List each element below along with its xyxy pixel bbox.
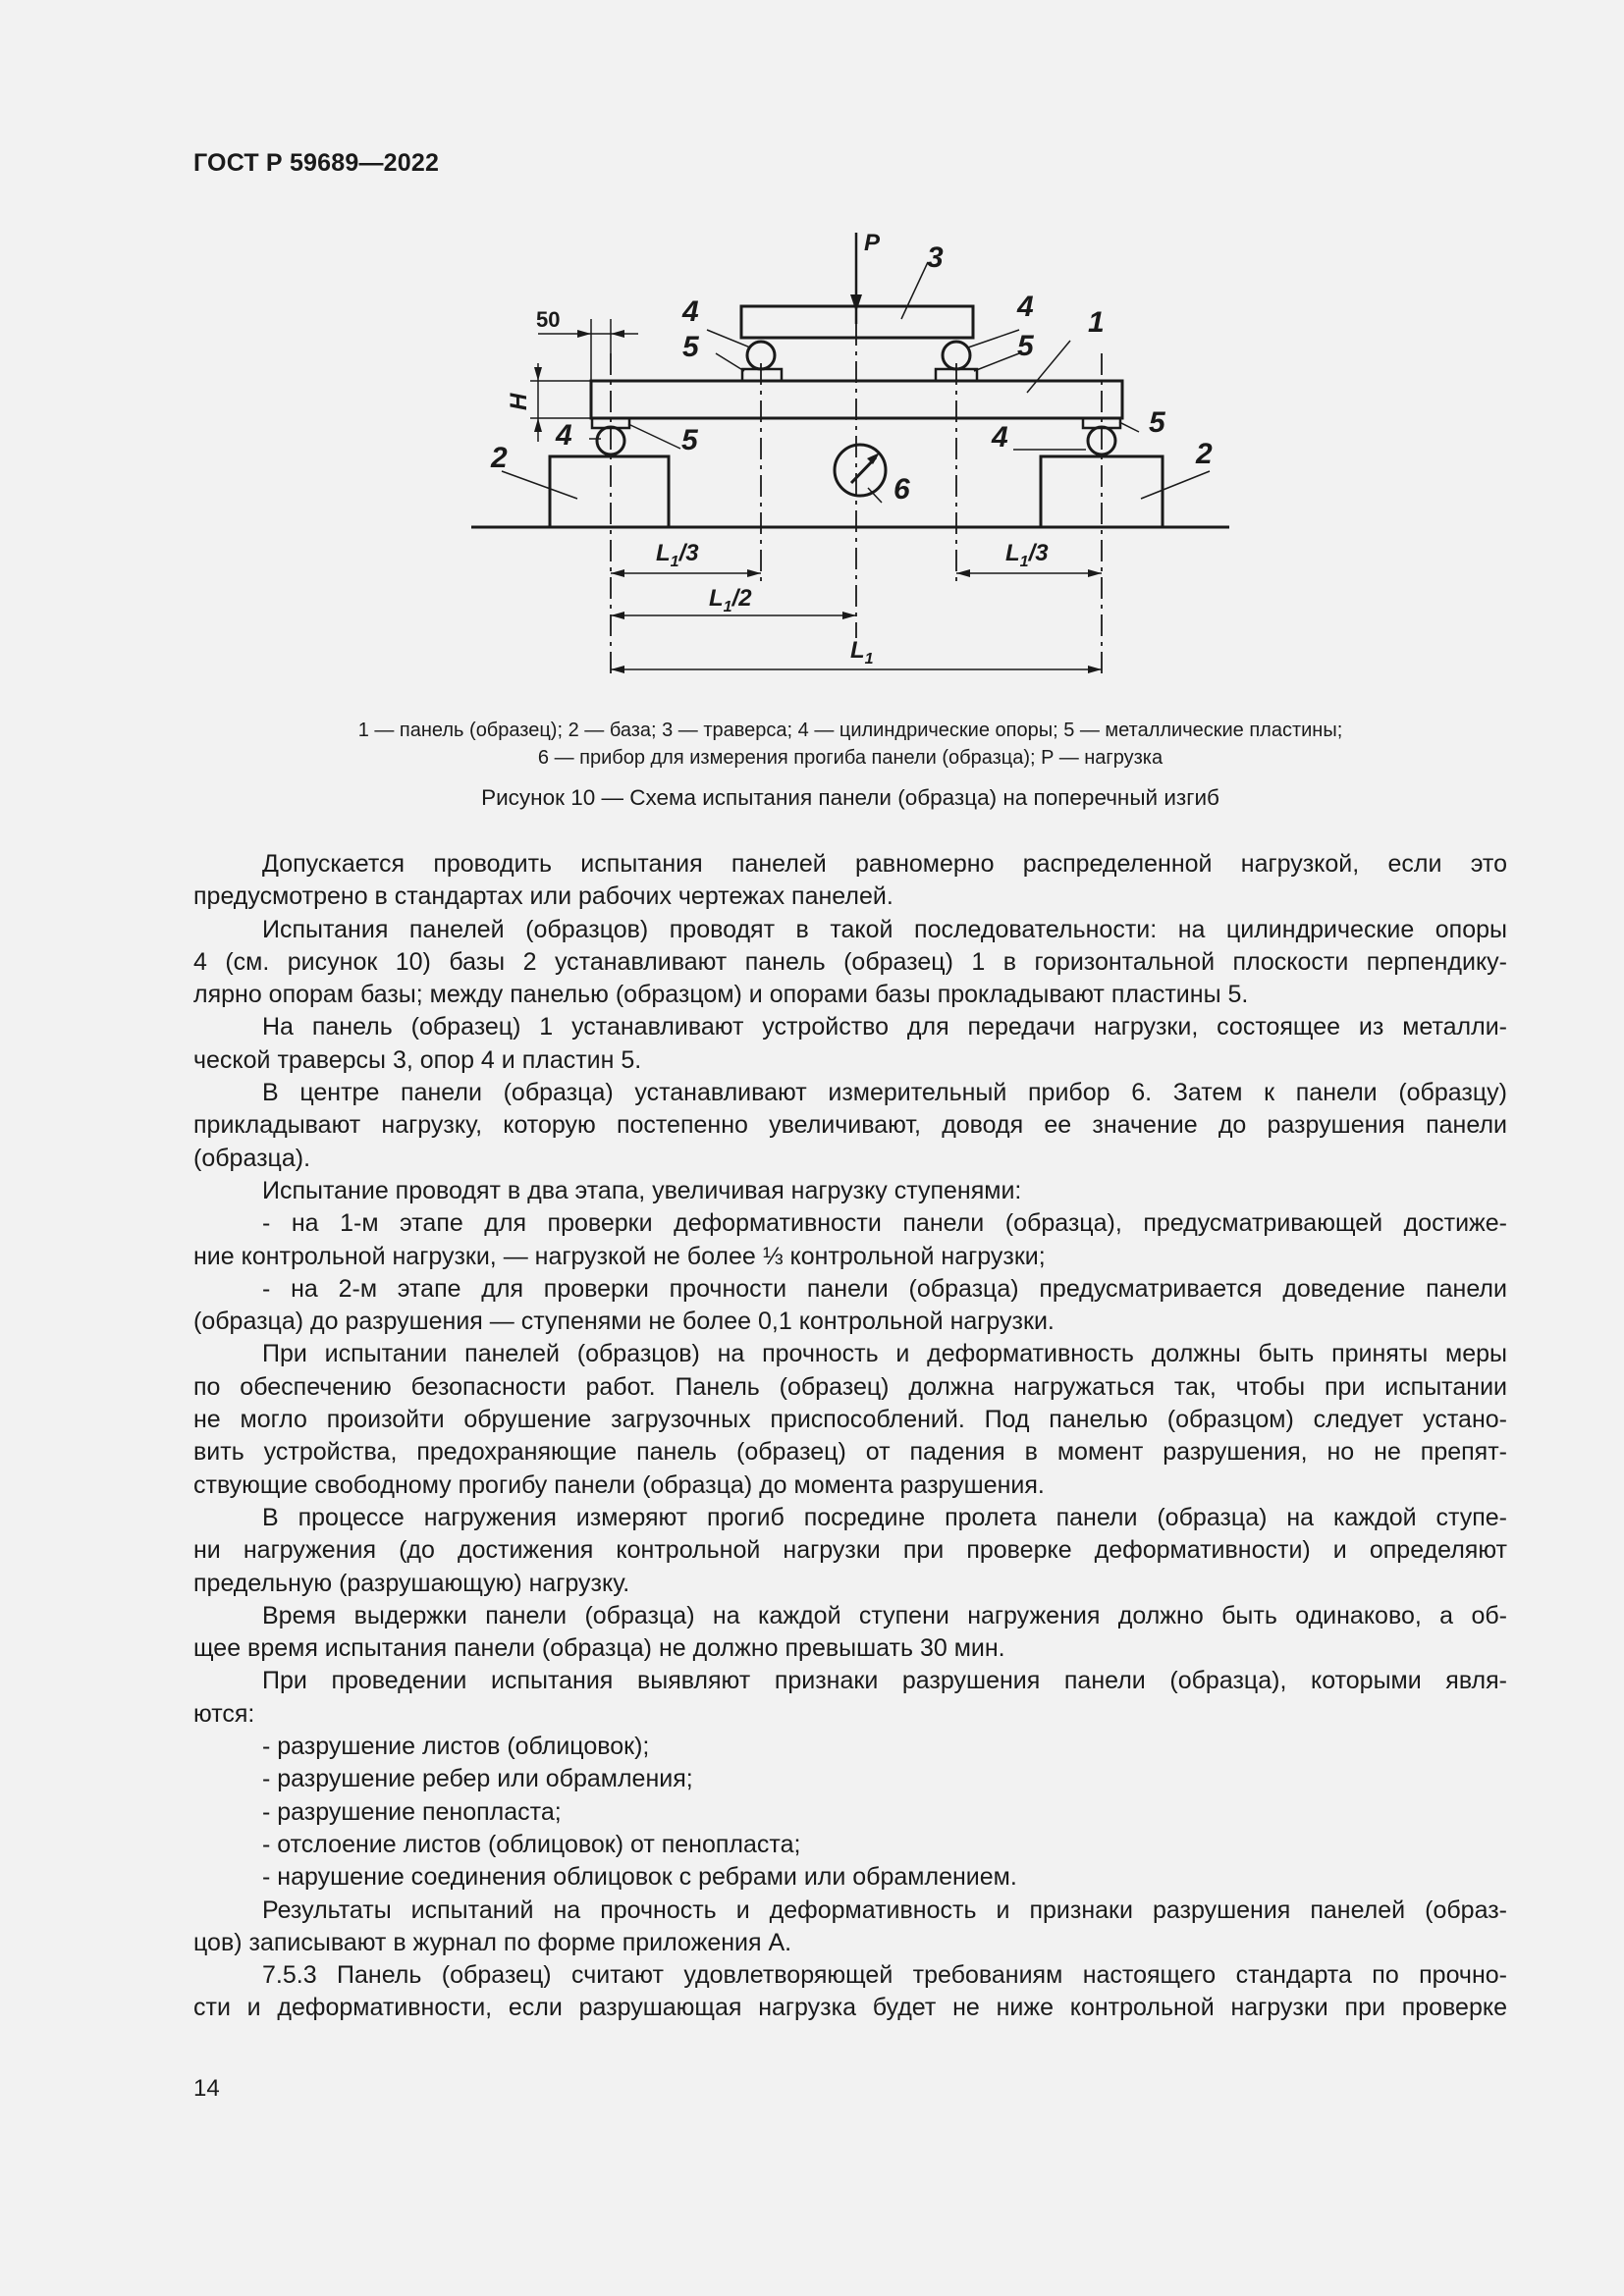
label-l1: $L_1$: [850, 637, 874, 667]
text-line: При проведении испытания выявляют признаки разрушения панели (образца), которыми явля-: [262, 1667, 1507, 1695]
label-base-left: 2: [491, 442, 508, 474]
list-item: - разрушение ребер или обрамления;: [262, 1765, 693, 1793]
list-item: - на 2-м этапе для проверки прочности панели (образца) предусматривается доведение панели: [262, 1274, 1507, 1303]
text-line: Допускается проводить испытания панелей равномерно распределенной нагрузкой, если это: [262, 850, 1507, 878]
figure-caption: Рисунок 10 — Схема испытания панели (образца) на поперечный изгиб: [481, 785, 1219, 810]
text-line: ни нагружения (до достижения контрольной нагрузки при проверке деформативности) и определяют: [193, 1536, 1507, 1565]
text-line: 7.5.3 Панель (образец) считают удовлетворяющей требованиям настоящего стандарта по прочно-: [262, 1961, 1507, 1990]
text-line: не могло произойти обрушение загрузочных приспособлений. Под панелью (образцом) следует устано-: [193, 1406, 1507, 1434]
label-support-bottom-right: 4: [992, 421, 1008, 454]
text-line: ются:: [193, 1699, 255, 1728]
label-plate-bottom-right: 5: [1149, 406, 1165, 439]
list-item: - на 1-м этапе для проверки деформативности панели (образца), предусматривающей достиже-: [262, 1209, 1507, 1238]
text-line: 4 (см. рисунок 10) базы 2 устанавливают панель (образец) 1 в горизонтальной плоскости перпендику-: [193, 947, 1507, 976]
text-line: На панель (образец) 1 устанавливают устройство для передачи нагрузки, состоящее из металли-: [262, 1013, 1507, 1041]
list-item: - нарушение соединения облицовок с ребрами или обрамлением.: [262, 1863, 1017, 1892]
label-dim-h: H: [506, 393, 532, 410]
label-load: P: [864, 230, 881, 256]
label-l1-third-right: $L_1/3$: [1005, 540, 1049, 570]
list-item: - отслоение листов (облицовок) от пенопласта;: [262, 1830, 801, 1858]
text-line: Испытание проводят в два этапа, увеличивая нагрузку ступенями:: [262, 1176, 1022, 1204]
text-line: сти и деформативности, если разрушающая нагрузка будет не ниже контрольной нагрузки при проверке: [193, 1994, 1507, 2022]
list-item: - разрушение пенопласта;: [262, 1797, 562, 1826]
text-line: При испытании панелей (образцов) на прочность и деформативность должны быть приняты меры: [262, 1340, 1507, 1368]
figure-legend: [193, 717, 1507, 772]
legend-line-1: 1 — панель (образец); 2 — база; 3 — траверса; 4 — цилиндрические опоры; 5 — металлические пластины;: [357, 720, 1343, 741]
text-line: Испытания панелей (образцов) проводят в такой последовательности: на цилиндрические опоры: [262, 915, 1507, 943]
label-support-top-right: 4: [1017, 291, 1034, 323]
base-left: [550, 456, 669, 527]
body-text: [193, 848, 1507, 2025]
label-gauge-number: 6: [893, 473, 910, 506]
label-plate-top-left: 5: [682, 331, 699, 363]
text-line: цов) записывают в журнал по форме приложения А.: [193, 1928, 792, 1956]
text-line: (образца).: [193, 1144, 311, 1172]
text-line: В процессе нагружения измеряют прогиб посредине пролета панели (образца) на каждой ступе-: [262, 1503, 1507, 1531]
text-line: лярно опорам базы; между панелью (образцом) и опорами базы прокладывают пластины 5.: [193, 981, 1249, 1009]
legend-line-2: 6 — прибор для измерения прогиба панели (образца); P — нагрузка: [537, 747, 1164, 769]
label-traverse-number: 3: [927, 241, 944, 274]
text-line: вить устройства, предохраняющие панель (образец) от падения в момент разрушения, но не препят-: [193, 1438, 1507, 1467]
text-line: по обеспечению безопасности работ. Панель (образец) должна нагружаться так, чтобы при испытании: [193, 1372, 1507, 1401]
page-number: 14: [193, 2075, 220, 2102]
label-l1-third-left: $L_1/3$: [656, 540, 699, 570]
test-scheme-figure: [461, 221, 1237, 692]
label-plate-bottom-left: 5: [681, 424, 698, 456]
text-line: Результаты испытаний на прочность и деформативность и признаки разрушения панелей (образ-: [262, 1896, 1507, 1924]
label-base-right: 2: [1196, 438, 1213, 470]
text-line: (образца) до разрушения — ступенями не более 0,1 контрольной нагрузки.: [193, 1308, 1055, 1336]
text-line: ческой траверсы 3, опор 4 и пластин 5.: [193, 1045, 642, 1074]
standard-header: ГОСТ Р 59689—2022: [193, 149, 440, 177]
label-panel-number: 1: [1088, 306, 1105, 339]
label-support-bottom-left: 4: [556, 419, 572, 452]
text-line: В центре панели (образца) устанавливают измерительный прибор 6. Затем к панели (образцу): [262, 1079, 1507, 1107]
text-line: ние контрольной нагрузки, — нагрузкой не более ⅓ контрольной нагрузки;: [193, 1242, 1046, 1270]
label-dim-50: 50: [536, 307, 561, 332]
bending-test-diagram: [461, 221, 1237, 692]
text-line: щее время испытания панели (образца) не должно превышать 30 мин.: [193, 1634, 1005, 1663]
label-plate-top-right: 5: [1017, 330, 1034, 362]
label-l1-half: $L_1/2$: [709, 585, 752, 615]
list-item: - разрушение листов (облицовок);: [262, 1733, 650, 1761]
text-line: предусмотрено в стандартах или рабочих чертежах панелей.: [193, 882, 893, 911]
label-support-top-left: 4: [682, 295, 699, 328]
text-line: Время выдержки панели (образца) на каждой ступени нагружения должно быть одинаково, а об-: [262, 1601, 1507, 1629]
text-line: прикладывают нагрузку, которую постепенно увеличивают, доводя ее значение до разрушения панели: [193, 1111, 1507, 1140]
text-line: предельную (разрушающую) нагрузку.: [193, 1569, 630, 1597]
text-line: ствующие свободному прогибу панели (образца) до момента разрушения.: [193, 1470, 1045, 1499]
